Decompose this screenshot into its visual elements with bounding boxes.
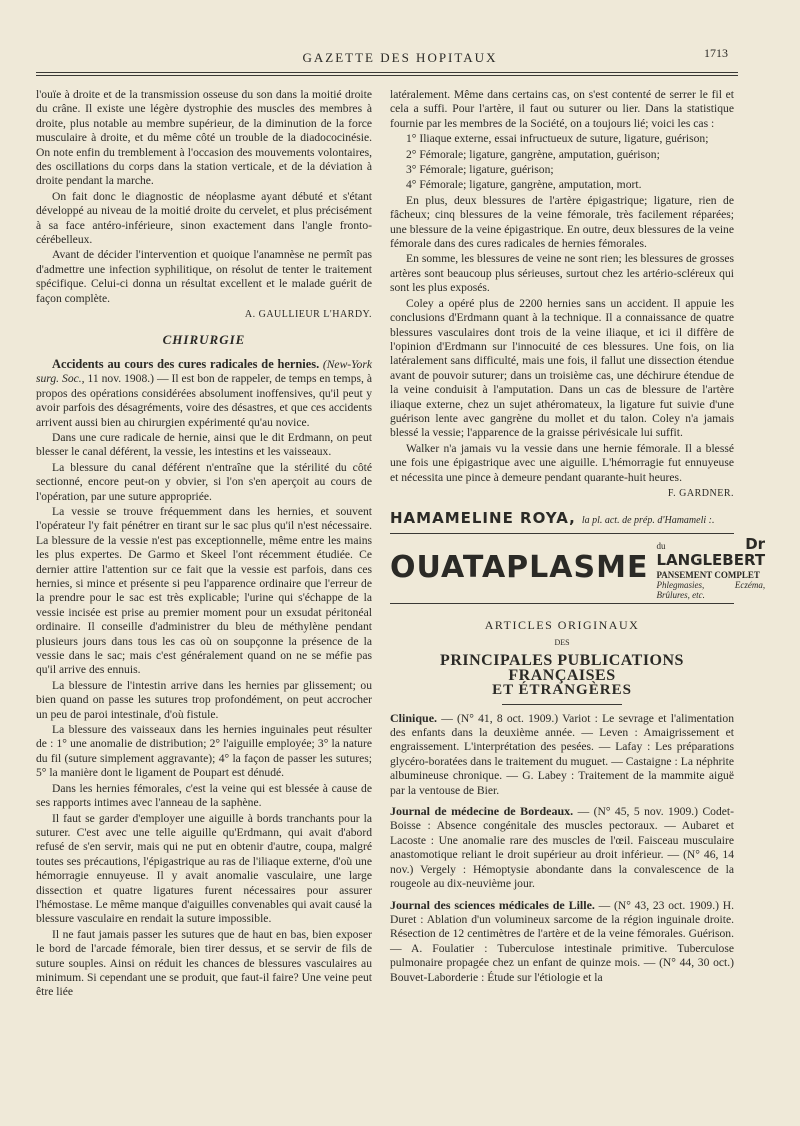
page-header-title: GAZETTE DES HOPITAUX <box>302 50 498 65</box>
section-heading: ARTICLES ORIGINAUX <box>484 617 640 632</box>
publication-name: Clinique. <box>390 710 438 725</box>
list-item: 4° Fémorale; ligature, gangrène, amputation, mort. <box>406 178 642 192</box>
paragraph: La blessure du canal déférent n'entraîne que la stérilité du côté sectionné, encore peut-on y obvier, si l'on s'en aperçoit au cours de l'opération, par une suture appropriée. <box>36 460 372 503</box>
author-signature: A. GAULLIEUR L'HARDY. <box>244 309 372 321</box>
list-item: 3° Fémorale; ligature, guérison; <box>406 163 554 177</box>
ad-details <box>656 534 766 600</box>
divider <box>502 704 622 705</box>
paragraph: Coley a opéré plus de 2200 hernies sans un accident. Il appuie les conclusions d'Erdmann quant à la technique. Il a connaissance de quatre blessures vasculaires dont trois de la veine iliaque, et ici il diffère de l'opinion d'Erdmann sur l'innocuité de ces blessures. Une fois, on lia latéralement sans difficulté, mais une fois, il fallut une dissection étendue avant de pouvoir suturer; dans un troisième cas, une déchirure étendue de la veine conduisit à l'amputation. Dans un cas de blessure de l'artère iliaque externe, chez un sujet athéromateux, la ligature fut suivie d'une guérison lente avec gangrène du mollet et du talon. Coley n'a jamais blessé la vessie; l'apparence de la graisse périvésicale lui suffit. <box>390 296 734 440</box>
ad-line: Phlegmasies, Eczéma, Brûlures, etc. <box>656 579 766 600</box>
article-title: Accidents au cours des cures radicales de hernies. <box>52 356 320 371</box>
hamameline-advertisement <box>390 511 734 528</box>
publication-entry <box>390 711 734 798</box>
section-heading-sub: ET ÉTRANGÈRES <box>492 682 632 699</box>
section-heading-main: PRINCIPALES PUBLICATIONS FRANÇAISES <box>440 652 684 684</box>
paragraph: En somme, les blessures de veine ne sont rien; les blessures de grosses artères sont beaucoup plus sérieuses, surtout chez les artério-scléreux qui sont les plus exposés. <box>390 252 734 295</box>
right-column <box>390 88 766 991</box>
article-source: (New-York surg. Soc., <box>36 357 372 386</box>
ad-du: du <box>656 540 666 551</box>
paragraph: La blessure de l'intestin arrive dans les hernies par glissement; ou bien quand on passe les sutures trop profondément, on peut accrocher un peu de paroi intestinale, d'où fistule. <box>36 678 372 721</box>
header-rule-double <box>36 75 738 76</box>
list-item: 2° Fémorale; ligature, gangrène, amputation, guérison; <box>406 147 660 161</box>
paragraph: Avant de décider l'intervention et quoique l'anamnèse ne permît pas d'admettre une infection syphilitique, on résolut de tenter le traitement spécifique. Celui-ci donna un résultat excellent et le malade guérit de façon complète. <box>36 248 372 305</box>
list-item: 1° Iliaque externe, essai infructueux de suture, ligature, guérison; <box>406 132 709 146</box>
paragraph: latéralement. Même dans certains cas, on s'est contenté de serrer le fil et cela a suffi. Pour l'artère, il faut ou suturer ou lier. Dans la statistique fournie par les membres de la Société, on a toujours lié; voici les cas : <box>390 88 734 130</box>
publication-text: — (N° 41, 8 oct. 1909.) Variot : Le sevrage et l'alimentation des enfants dans la deuxième année. — Leven : Amaigrissement et engraissement. L'interprétation des pesées. — Lafay : Les préparations glycéro-boratées dans le traitement du muguet. — Castaigne : La néphrite albumineuse chronique. — G. Labey : Traitement de la mammite aiguë par la ventouse de Bier. <box>390 711 734 797</box>
page-number: 1713 <box>704 46 728 60</box>
paragraph: Walker n'a jamais vu la vessie dans une hernie fémorale. Il a blessé une fois une épigastrique avec une aiguille. L'hémorragie fut ennuyeuse et nécessita une pince à demeure pendant quarante-huit heures. <box>390 441 734 484</box>
publication-entry <box>390 898 734 985</box>
paragraph: En plus, deux blessures de l'artère épigastrique; ligature, rien de fâcheux; cinq blessures de la veine fémorale, très facilement réparées; une blessure de la veine épigastrique. En outre, deux blessures de la veine fémorale dans des cures radicales de hernies fémorales. <box>390 193 734 251</box>
publication-text: — (N° 45, 5 nov. 1909.) Codet-Boisse : Absence congénitale des muscles pectoraux. — Aubaret et Lacoste : Une anomalie rare des muscles de l'œil. Faisceau musculaire anastomotique reliant le droit supérieur au droit inférieur. — (N° 46, 14 nov.) Vergely : Hémoptysie abondante dans la convalescence de la rougeole au dix-neuvième jour. <box>390 805 734 891</box>
publication-name: Journal des sciences médicales de Lille. <box>390 897 595 912</box>
author-signature: F. GARDNER. <box>667 487 734 499</box>
paragraph: l'ouïe à droite et de la transmission osseuse du son dans la moitié droite du crâne. Il existe une légère dystrophie des muscles des membres à droite, plus notable au membre supérieur, de la diminution de la force musculaire à droite, et du même côté un trouble de la diadococinésie. On note enfin du tremblement à l'occasion des mouvements volontaires, des oscillations du corps dans la station verticale, et de la déviation à droite pendant la marche. <box>36 88 372 188</box>
paragraph: On fait donc le diagnostic de néoplasme ayant débuté et s'étant développé au niveau de la moitié droite du cervelet, et plus précisément à sa face antéro-inférieure, sinon exactement dans l'angle fronto-cérébelleux. <box>36 189 372 247</box>
publication-name: Journal de médecine de Bordeaux. <box>390 804 574 819</box>
paragraph: La blessure des vaisseaux dans les hernies inguinales peut résulter de : 1° une anomalie de distribution; 2° l'aiguille employée; 3° la nature du fil (suture simplement aggravante); 4° la façon de passer les sutures; 5° la manière dont le ligament de Poupart est dénudé. <box>36 723 372 780</box>
section-heading-des: DES <box>554 638 570 647</box>
article-lead <box>36 357 372 430</box>
section-title: CHIRURGIE <box>162 331 246 347</box>
ouataplasme-advertisement <box>390 533 766 604</box>
paragraph: La vessie se trouve fréquemment dans les hernies, et souvent l'opérateur l'y fait pénétrer en tirant sur le sac plus qu'il n'est nécessaire. La blessure de la vessie n'est pas exceptionnelle, même entre les mains les plus expertes. De Garmo et Skeel l'ont récemment étudiée. Ce dernier attire l'attention sur ce fait que la vessie est parfois, dans ces hernies, si mince et présente si peu l'apparence ordinaire que l'erreur de la prendre pour le sac est très explicable; l'urine qui s'échappe de la vessie incisée est prise au premier moment pour un exsudat péritonéal ordinaire. Il conseille d'administrer du bleu de méthylène pendant plusieurs jours dans tous les cas où on soupçonne la présence de la vessie dans le sac; mais c'est généralement quand on ne se méfie pas qu'il arrive des ennuis. <box>36 504 372 677</box>
ad-brand: HAMAMELINE ROYA, <box>390 509 576 528</box>
ad-line: PANSEMENT COMPLET <box>656 569 760 580</box>
header-rule <box>36 72 738 73</box>
publication-entry <box>390 804 734 891</box>
ad-tagline: la pl. act. de prép. d'Hamameli :. <box>581 515 715 527</box>
paragraph: Il ne faut jamais passer les sutures que de haut en bas, bien exposer le bord de l'arcade fémorale, bien tirer dessus, et se servir de fils de suture souples. Ainsi on réduit les chances de blessures vasculaires au minimum. Si cependant une se produit, que faut-il faire? Une veine peut être liée <box>36 927 372 999</box>
paragraph: Dans les hernies fémorales, c'est la veine qui est blessée à cause de ses rapports intimes avec l'anneau de la saphène. <box>36 781 372 810</box>
article-lead-text: 11 nov. 1908.) — Il est bon de rappeler, de temps en temps, à propos des opérations considérées absolument inoffensives, qu'il peut y avoir parfois des désagréments, voire des désastres, et que ces accidents arrivent aussi bien au chirurgien expérimenté qu'au novice. <box>36 372 372 429</box>
publication-text: — (N° 43, 23 oct. 1909.) H. Duret : Ablation d'un volumineux sarcome de la région inguinale droite. Résection de 12 centimètres de l'artère et de la veine fémorales. Guérison. — A. Foulatier : Tuberculose intestinale primitive. Tuberculose pulmonaire propagée chez un enfant de quinze mois. — (N° 44, 30 oct.) Bouvet-Laborderie : Étude sur l'étiologie et la <box>390 898 734 984</box>
paragraph: Dans une cure radicale de hernie, ainsi que le dit Erdmann, on peut blesser le canal déférent, la vessie, les intestins et les vaisseaux. <box>36 430 372 459</box>
ad-brand: OUATAPLASME <box>390 550 649 586</box>
paragraph: Il faut se garder d'employer une aiguille à bords tranchants pour la suturer. C'est avec une telle aiguille qu'Erdmann, qui avait d'abord refusé de s'en servir, mais qui ne put en obtenir d'autre, coupa, malgré toutes ses précautions, l'épigastrique au ras de l'iliaque externe, d'où une hémorragie ennuyeuse. Il y avait anomalie vasculaire, une large dissection et quatre ligatures furent nécessaires pour assurer l'hémostase. Le même manque d'aiguilles convenables qui avait causé la blessure vasculaire en rendait la suture impossible. <box>36 811 372 926</box>
left-column <box>36 88 372 1001</box>
ad-maker: Dr LANGLEBERT <box>656 534 766 570</box>
